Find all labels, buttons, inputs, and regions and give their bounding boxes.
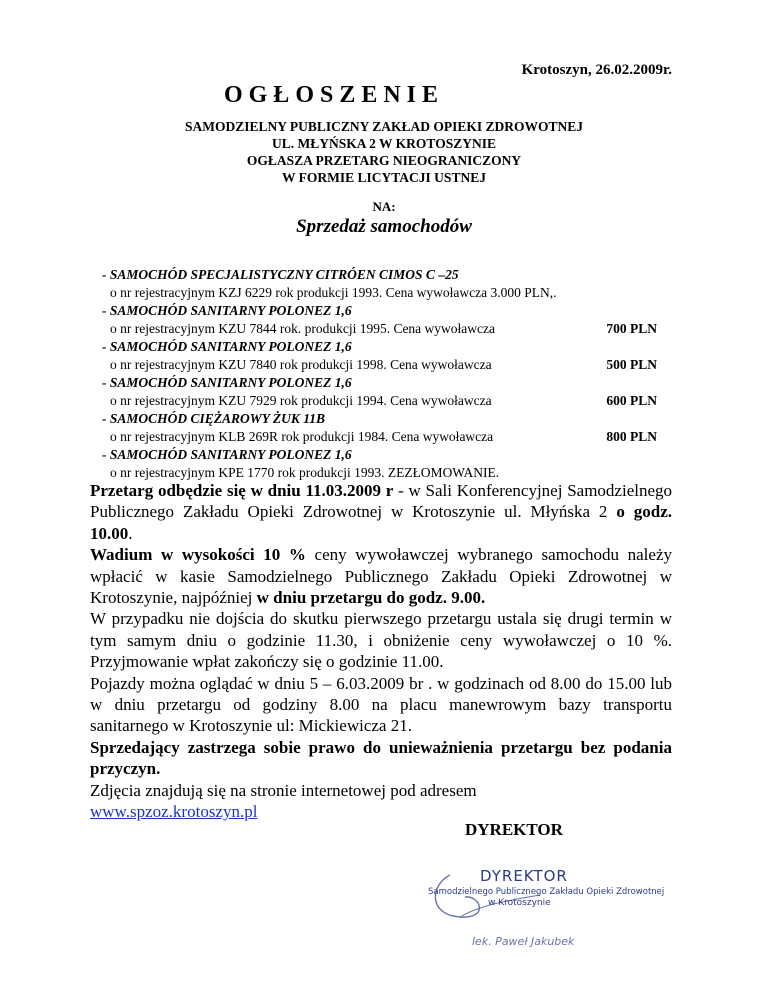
vehicle-title: - SAMOCHÓD SANITARNY POLONEZ 1,6 [102, 375, 352, 390]
institution-line-3: OGŁASZA PRZETARG NIEOGRANICZONY [246, 153, 522, 168]
auction-time: o godz. 10.00 [90, 502, 673, 543]
vehicle-price: 500 PLN [606, 357, 657, 372]
stamp-line-2: Samodzielnego Publicznego Zakładu Opieki Zdrowotnej [428, 887, 665, 897]
vehicle-details [102, 284, 682, 302]
headline-wrapper [0, 82, 768, 109]
vehicle-price: 600 PLN [606, 393, 657, 408]
vehicle-details-text: o nr rejestracyjnym KZU 7840 rok produkcji 1998. Cena wywoławcza [110, 357, 492, 372]
paragraph-viewing: Pojazdy można oglądać w dniu 5 – 6.03.2009 br . w godzinach od 8.00 do 15.00 lub w dniu przetargu od godziny 8.00 na placu manewrowym bazy transportu sanitarnego w Krotoszynie ul: Mickiewicza 21. [90, 673, 672, 736]
document-date: Krotoszyn, 26.02.2009r. [521, 62, 672, 78]
vehicle-title: - SAMOCHÓD CIĘŻAROWY ŻUK 11B [102, 411, 326, 426]
institution-line-4: W FORMIE LICYTACJI USTNEJ [282, 170, 486, 185]
vehicle-price: 800 PLN [606, 429, 657, 444]
vehicle-details [102, 392, 682, 410]
vehicle-details-text: o nr rejestracyjnym KZJ 6229 rok produkcji 1993. Cena wywoławcza 3.000 PLN,. [110, 285, 557, 300]
paragraph-deposit [90, 544, 672, 608]
vehicle-details-text: o nr rejestracyjnym KZU 7929 rok produkcji 1994. Cena wywoławcza [110, 393, 492, 408]
stamp-line-3: w Krotoszynie [488, 898, 551, 908]
auction-place: - w Sali Konferencyjnej Samodzielnego Publicznego Zakładu Opieki Zdrowotnej w Krotoszynie ul. Młyńska 2 [90, 481, 673, 522]
vehicle-details-text: o nr rejestracyjnym KZU 7844 rok. produkcji 1995. Cena wywoławcza [110, 321, 496, 336]
paragraph-date-place [90, 480, 672, 544]
stamp-line-1: DYREKTOR [480, 867, 568, 885]
vehicle-details-text: o nr rejestracyjnym KLB 269R rok produkcji 1984. Cena wywoławcza [110, 429, 494, 444]
vehicle-details [102, 320, 682, 338]
paragraph-link [90, 801, 672, 822]
na-label: NA: [372, 199, 396, 214]
website-link[interactable]: www.spzoz.krotoszyn.pl [90, 802, 258, 822]
headline: OGŁOSZENIE [223, 82, 445, 108]
vehicle-title: - SAMOCHÓD SANITARNY POLONEZ 1,6 [102, 303, 352, 318]
paragraph-second-auction: W przypadku nie dojścia do skutku pierwszego przetargu ustala się drugi termin w tym samym dniu o godzinie 11.30, i obniżenie ceny wywoławczej o 10 %. Przyjmowanie wpłat zakończy się o godzinie 11.00. [90, 609, 672, 672]
vehicle-price: 700 PLN [606, 321, 657, 336]
deposit-text: ceny wywoławczej wybranego samochodu należy wpłacić w kasie Samodzielnego Publicznego Zakładu Opieki Zdrowotnej w Krotoszynie, najpóźniej [90, 545, 672, 608]
institution-line-1: SAMODZIELNY PUBLICZNY ZAKŁAD OPIEKI ZDROWOTNEJ [184, 119, 584, 134]
stamp-line-4: lek. Paweł Jakubek [472, 935, 575, 948]
vehicle-list [102, 266, 682, 482]
vehicle-details [102, 428, 682, 446]
announcement-body [90, 480, 672, 823]
auction-end-dot: . [128, 523, 133, 543]
vehicle-title: - SAMOCHÓD SANITARNY POLONEZ 1,6 [102, 447, 352, 462]
vehicle-details-text: o nr rejestracyjnym KPE 1770 rok produkcji 1993. ZEZŁOMOWANIE. [110, 465, 500, 480]
paragraph-photos: Zdjęcia znajdują się na stronie internetowej pod adresem [90, 780, 477, 800]
auction-date: Przetarg odbędzie się w dniu 11.03.2009 r [90, 481, 394, 500]
subject-title: Sprzedaż samochodów [296, 216, 472, 237]
institution-line-2: UL. MŁYŃSKA 2 W KROTOSZYNIE [272, 136, 496, 151]
deposit-amount: Wadium w wysokości 10 % [90, 545, 306, 565]
vehicle-title: - SAMOCHÓD SPECJALISTYCZNY CITRÓEN CIMOS C –25 [102, 267, 459, 282]
vehicle-details [102, 356, 682, 374]
vehicle-title: - SAMOCHÓD SANITARNY POLONEZ 1,6 [102, 339, 352, 354]
paragraph-reservation: Sprzedający zastrzega sobie prawo do unieważnienia przetargu bez podania przyczyn. [90, 737, 672, 779]
deposit-deadline: w dniu przetargu do godz. 9.00. [256, 588, 486, 608]
director-label: DYREKTOR [465, 820, 563, 839]
director-stamp [420, 845, 665, 965]
